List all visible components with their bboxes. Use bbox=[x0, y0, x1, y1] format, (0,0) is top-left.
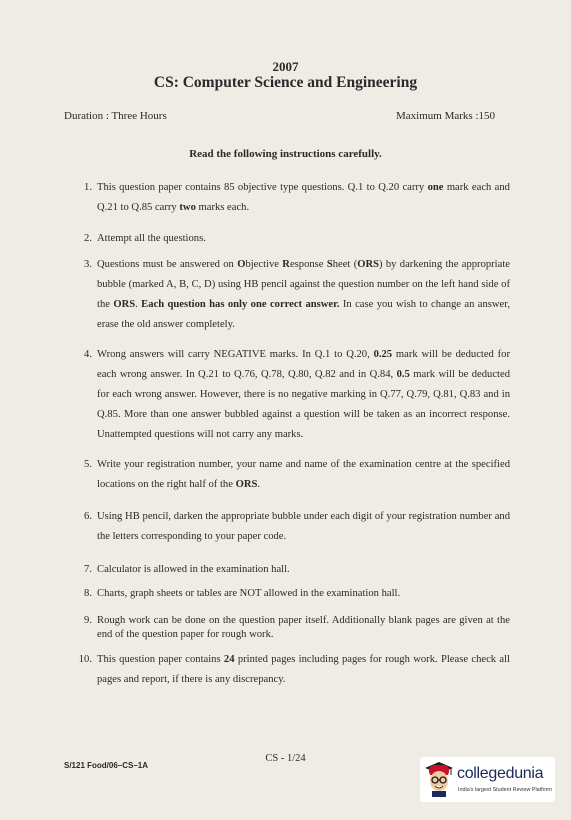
maximum-marks-label: Maximum Marks :150 bbox=[396, 110, 495, 122]
mascot-icon bbox=[424, 760, 454, 798]
instruction-item-10 bbox=[72, 650, 510, 690]
instruction-number: 8. bbox=[84, 588, 92, 599]
instruction-number: 9. bbox=[84, 615, 92, 626]
instruction-number: 7. bbox=[84, 564, 92, 575]
instruction-item-8 bbox=[72, 584, 510, 604]
instruction-text: Calculator is allowed in the examination hall. bbox=[97, 564, 290, 575]
instruction-number: 2. bbox=[84, 233, 92, 244]
instruction-item-3 bbox=[72, 255, 510, 335]
instruction-item-6 bbox=[72, 507, 510, 547]
instruction-item-7 bbox=[72, 560, 510, 580]
instruction-text: Wrong answers will carry NEGATIVE marks. In Q.1 to Q.20, 0.25 mark will be deducted for each wrong answer. In Q.21 to Q.76, Q.78, Q.80, Q.82 and in Q.84, 0.5 mark will be deducted for each wrong answer. However, there is no negative marking in Q.77, Q.79, Q.81, Q.83 and in Q.85. More than one answer bubbled against a question will be taken as an incorrect response. Unattempted questions will not carry any marks. bbox=[97, 349, 510, 440]
instruction-number: 3. bbox=[84, 259, 92, 270]
instructions-heading: Read the following instructions carefully. bbox=[189, 148, 382, 160]
paper-title: CS: Computer Science and Engineering bbox=[153, 74, 418, 91]
exam-year: 2007 bbox=[272, 59, 299, 74]
instruction-text: This question paper contains 85 objective type questions. Q.1 to Q.20 carry one mark each and Q.21 to Q.85 carry two marks each. bbox=[97, 182, 510, 213]
page-number: CS - 1/24 bbox=[265, 753, 306, 764]
logo-name: collegedunia bbox=[457, 765, 544, 782]
instruction-number: 4. bbox=[84, 349, 92, 360]
instruction-text: Write your registration number, your name and name of the examination centre at the specified locations on the right half of the ORS. bbox=[97, 459, 510, 490]
instruction-text: Using HB pencil, darken the appropriate bubble under each digit of your registration number and the letters corresponding to your paper code. bbox=[97, 511, 510, 542]
instruction-text: This question paper contains 24 printed pages including pages for rough work. Please check all pages and report, if there is any discrepancy. bbox=[97, 654, 511, 685]
instruction-text: Attempt all the questions. bbox=[97, 233, 206, 244]
instruction-item-1 bbox=[72, 178, 510, 218]
instruction-number: 10. bbox=[78, 654, 92, 665]
instruction-text: Charts, graph sheets or tables are NOT allowed in the examination hall. bbox=[97, 588, 401, 599]
instruction-item-9 bbox=[72, 614, 510, 642]
instruction-text: Questions must be answered on Objective Response Sheet (ORS) by darkening the appropriate bubble (marked A, B, C, D) using HB pencil against the question number on the left hand side of the ORS. Each question has only one correct answer. In case you wish to change an answer, erase the old answer completely. bbox=[97, 259, 511, 330]
duration-label: Duration : Three Hours bbox=[64, 110, 167, 122]
instruction-text: Rough work can be done on the question paper itself. Additionally blank pages are given at the end of the question paper for rough work. bbox=[97, 615, 510, 640]
instruction-item-2 bbox=[72, 229, 510, 249]
logo-tagline: India's largest Student Review Platform bbox=[458, 787, 552, 793]
instruction-item-4 bbox=[72, 345, 510, 445]
instruction-item-5 bbox=[72, 455, 510, 495]
instruction-number: 5. bbox=[84, 459, 92, 470]
instruction-number: 1. bbox=[84, 182, 92, 193]
paper-code: S/121 Food/06–CS–1A bbox=[64, 761, 149, 770]
instruction-number: 6. bbox=[84, 511, 92, 522]
collegedunia-logo bbox=[420, 757, 555, 802]
